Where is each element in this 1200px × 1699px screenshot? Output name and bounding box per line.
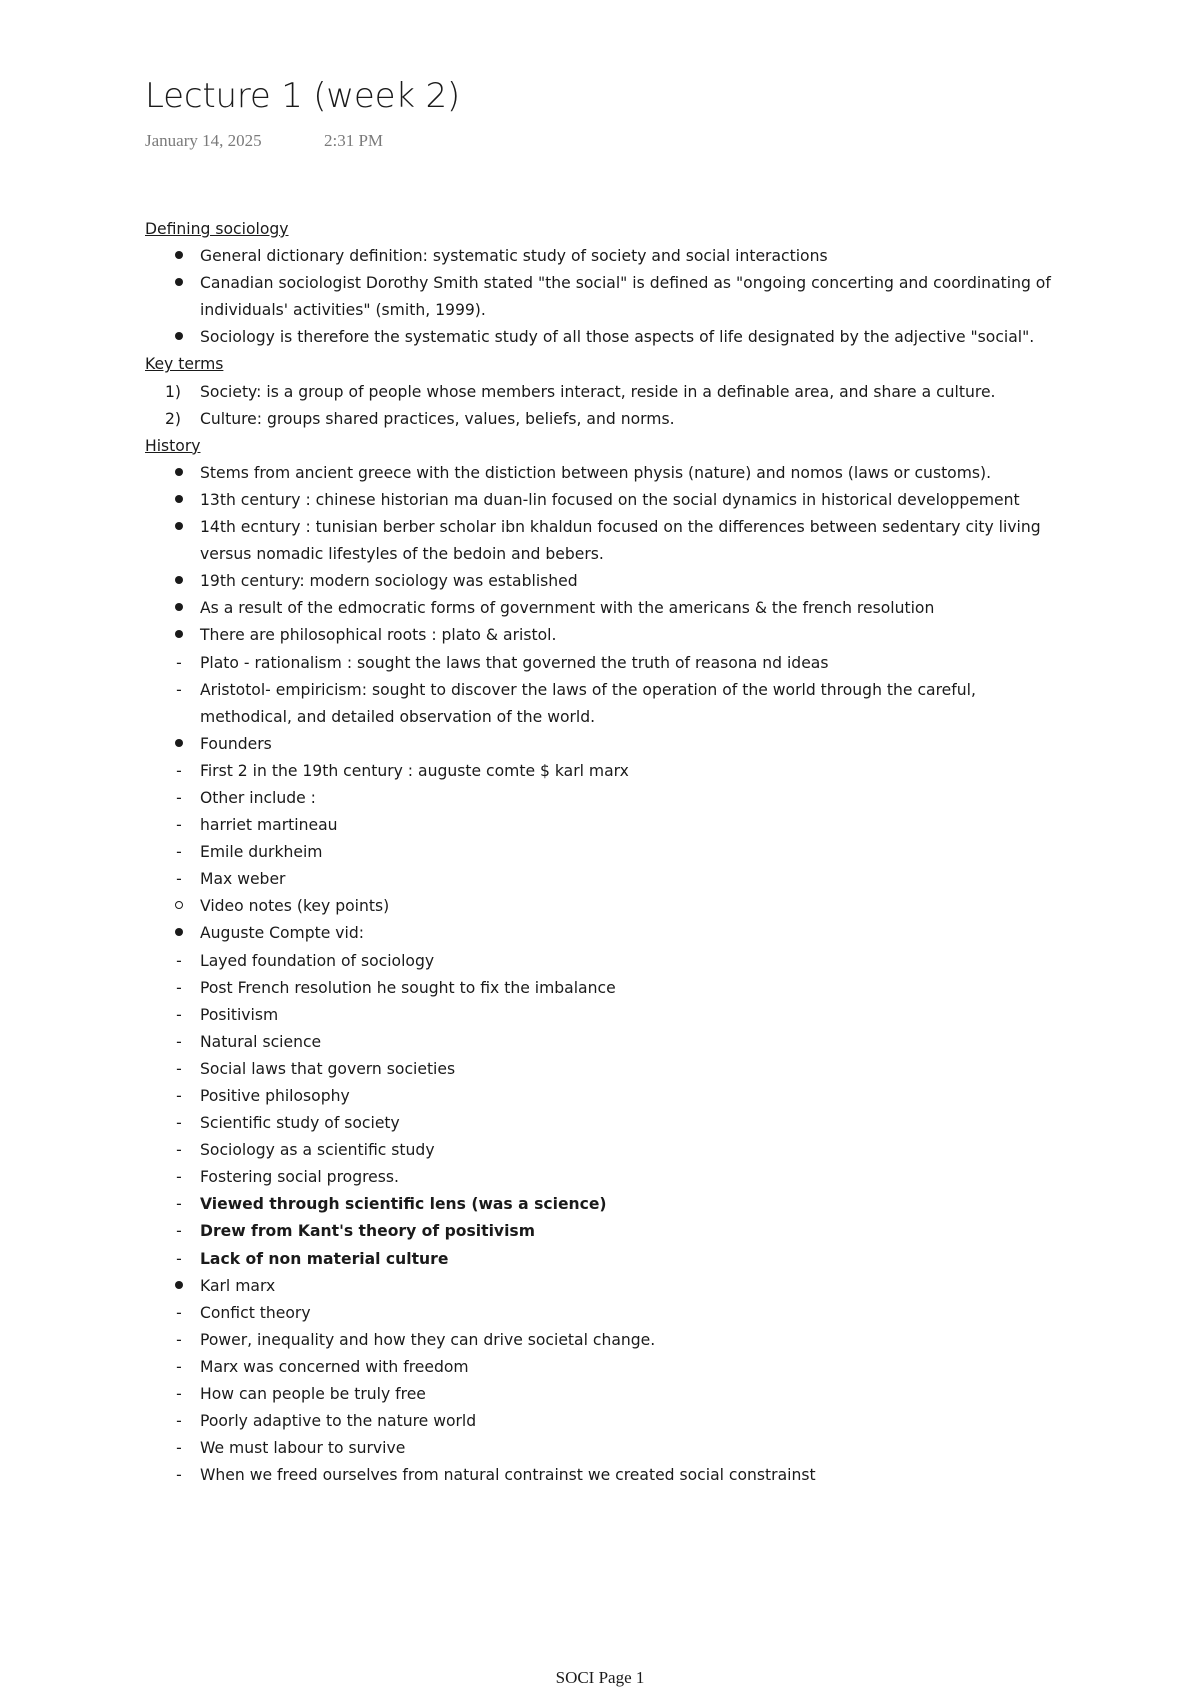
item-text: Confict theory xyxy=(200,1303,311,1322)
dash-item xyxy=(145,948,1065,975)
dash-marker-icon: - xyxy=(176,788,182,807)
bullet-dot-icon xyxy=(167,568,191,595)
dash-item xyxy=(145,1354,1065,1381)
dash-marker-icon: - xyxy=(176,951,182,970)
dash-marker-icon: - xyxy=(176,816,182,835)
dash-item xyxy=(145,1002,1065,1029)
dash-item xyxy=(145,1246,1065,1273)
dash-item xyxy=(145,1137,1065,1164)
item-text: Scientific study of society xyxy=(200,1114,400,1133)
dash-item xyxy=(145,1300,1065,1327)
section-heading: Defining sociology xyxy=(145,220,289,238)
bullet-dot-icon xyxy=(167,243,191,270)
list-number: 1) xyxy=(165,382,182,401)
item-text: 19th century: modern sociology was established xyxy=(200,572,578,591)
dash-marker-icon: - xyxy=(176,1195,182,1214)
item-text: Sociology is therefore the systematic study of all those aspects of life designated by the adjective "social". xyxy=(200,328,1035,347)
item-text: 13th century : chinese historian ma duan-lin focused on the social dynamics in historical developpement xyxy=(200,490,1020,509)
dash-item xyxy=(145,975,1065,1002)
dash-marker-icon: - xyxy=(176,1249,182,1268)
dash-item xyxy=(145,1191,1065,1218)
dash-marker-icon: - xyxy=(176,1303,182,1322)
dash-marker-icon: - xyxy=(176,1141,182,1160)
item-text: There are philosophical roots : plato & aristol. xyxy=(200,626,557,645)
item-text: Founders xyxy=(200,734,272,753)
item-text: Viewed through scientific lens (was a science) xyxy=(200,1195,607,1214)
bullet-item xyxy=(145,893,1065,920)
item-text: Society: is a group of people whose members interact, reside in a definable area, and share a culture. xyxy=(200,382,996,401)
section-heading: History xyxy=(145,436,201,455)
item-text: Plato - rationalism : sought the laws that governed the truth of reasona nd ideas xyxy=(200,653,829,672)
item-text: Aristotol- empiricism: sought to discover the laws of the operation of the world through the careful, methodical, and detailed observation of the world. xyxy=(200,680,976,726)
bullet-item xyxy=(145,460,1065,487)
dash-item xyxy=(145,650,1065,677)
item-text: Layed foundation of sociology xyxy=(200,951,435,970)
dash-item xyxy=(145,1029,1065,1056)
numbered-item xyxy=(145,379,1065,406)
dash-marker-icon: - xyxy=(176,1114,182,1133)
item-text: Natural science xyxy=(200,1032,322,1051)
note-time: 2:31 PM xyxy=(324,131,384,150)
item-text: harriet martineau xyxy=(200,816,338,835)
item-text: Karl marx xyxy=(200,1276,276,1295)
item-text: Stems from ancient greece with the distiction between physis (nature) and nomos (laws or customs). xyxy=(200,463,992,482)
item-text: 14th ecntury : tunisian berber scholar ibn khaldun focused on the differences between sedentary city living versus nomadic lifestyles of the bedoin and bebers. xyxy=(200,518,1041,564)
note-date: January 14, 2025 xyxy=(145,131,262,150)
page-footer: SOCI Page 1 xyxy=(555,1668,645,1687)
dash-item xyxy=(145,1083,1065,1110)
dash-item xyxy=(145,1218,1065,1245)
bullet-dot-icon xyxy=(167,920,191,947)
dash-marker-icon: - xyxy=(176,761,182,780)
bullet-item xyxy=(145,920,1065,947)
section-heading: Key terms xyxy=(145,355,224,374)
dash-marker-icon: - xyxy=(176,680,182,699)
bullet-dot-icon xyxy=(167,324,191,351)
item-text: Canadian sociologist Dorothy Smith stated "the social" is defined as "ongoing concerting and coordinating of individuals' activities" (smith, 1999). xyxy=(200,274,1051,320)
item-text: Sociology as a scientific study xyxy=(200,1141,435,1160)
dash-item xyxy=(145,812,1065,839)
bullet-dot-icon xyxy=(167,622,191,649)
dash-item xyxy=(145,1110,1065,1137)
dash-marker-icon: - xyxy=(176,1466,182,1485)
item-text: Post French resolution he sought to fix the imbalance xyxy=(200,978,616,997)
item-text: We must labour to survive xyxy=(200,1439,406,1458)
dash-item xyxy=(145,1327,1065,1354)
bullet-circle-icon xyxy=(167,893,191,920)
dash-marker-icon: - xyxy=(176,1168,182,1187)
dash-marker-icon: - xyxy=(176,1412,182,1431)
dash-marker-icon: - xyxy=(176,1005,182,1024)
dash-marker-icon: - xyxy=(176,1385,182,1404)
dash-item xyxy=(145,677,1065,731)
dash-item xyxy=(145,1381,1065,1408)
item-text: Emile durkheim xyxy=(200,843,323,862)
dash-marker-icon: - xyxy=(176,1330,182,1349)
bullet-dot-icon xyxy=(167,514,191,541)
bullet-item xyxy=(145,1273,1065,1300)
item-text: Auguste Compte vid: xyxy=(200,924,365,943)
item-text: Culture: groups shared practices, values, beliefs, and norms. xyxy=(200,409,675,428)
dash-marker-icon: - xyxy=(176,1222,182,1241)
dash-item xyxy=(145,866,1065,893)
bullet-item xyxy=(145,568,1065,595)
dash-item xyxy=(145,1435,1065,1462)
bullet-dot-icon xyxy=(167,487,191,514)
dash-item xyxy=(145,785,1065,812)
item-text: Poorly adaptive to the nature world xyxy=(200,1412,477,1431)
item-text: Marx was concerned with freedom xyxy=(200,1357,469,1376)
dash-marker-icon: - xyxy=(176,870,182,889)
item-text: Drew from Kant's theory of positivism xyxy=(200,1222,535,1241)
item-text: Positive philosophy xyxy=(200,1087,350,1105)
bullet-item xyxy=(145,595,1065,622)
dash-item xyxy=(145,1056,1065,1083)
item-text: Video notes (key points) xyxy=(200,897,390,916)
dash-marker-icon: - xyxy=(176,843,182,862)
dash-marker-icon: - xyxy=(176,1439,182,1458)
dash-marker-icon: - xyxy=(176,1087,182,1105)
bullet-dot-icon xyxy=(167,1273,191,1300)
dash-marker-icon: - xyxy=(176,978,182,997)
bullet-item xyxy=(145,487,1065,514)
item-text: Fostering social progress. xyxy=(200,1168,399,1187)
bullet-item xyxy=(145,270,1065,324)
dash-marker-icon: - xyxy=(176,1032,182,1051)
dash-item xyxy=(145,839,1065,866)
bullet-dot-icon xyxy=(167,270,191,297)
item-text: Power, inequality and how they can drive societal change. xyxy=(200,1330,656,1349)
item-text: General dictionary definition: systematic study of society and social interactions xyxy=(200,247,828,266)
item-text: Social laws that govern societies xyxy=(200,1059,456,1078)
item-text: Max weber xyxy=(200,870,286,889)
dash-item xyxy=(145,1164,1065,1191)
dash-marker-icon: - xyxy=(176,1059,182,1078)
item-text: When we freed ourselves from natural contrainst we created social constrainst xyxy=(200,1466,816,1485)
bullet-item xyxy=(145,514,1065,568)
bullet-dot-icon xyxy=(167,460,191,487)
bullet-item xyxy=(145,731,1065,758)
list-number: 2) xyxy=(165,409,182,428)
dash-item xyxy=(145,758,1065,785)
dash-item xyxy=(145,1462,1065,1489)
page-title: Lecture 1 (week 2) xyxy=(145,76,460,116)
dash-marker-icon: - xyxy=(176,653,182,672)
dash-marker-icon: - xyxy=(176,1357,182,1376)
item-text: Other include : xyxy=(200,788,316,807)
dash-item xyxy=(145,1408,1065,1435)
numbered-item xyxy=(145,406,1065,433)
item-text: Lack of non material culture xyxy=(200,1249,449,1268)
item-text: As a result of the edmocratic forms of government with the americans & the french resolution xyxy=(200,599,935,618)
bullet-item xyxy=(145,243,1065,270)
bullet-item xyxy=(145,622,1065,649)
bullet-item xyxy=(145,324,1065,351)
item-text: First 2 in the 19th century : auguste comte $ karl marx xyxy=(200,761,629,780)
bullet-dot-icon xyxy=(167,595,191,622)
item-text: Positivism xyxy=(200,1005,279,1024)
note-body xyxy=(145,216,1065,1489)
item-text: How can people be truly free xyxy=(200,1385,426,1404)
bullet-dot-icon xyxy=(167,731,191,758)
